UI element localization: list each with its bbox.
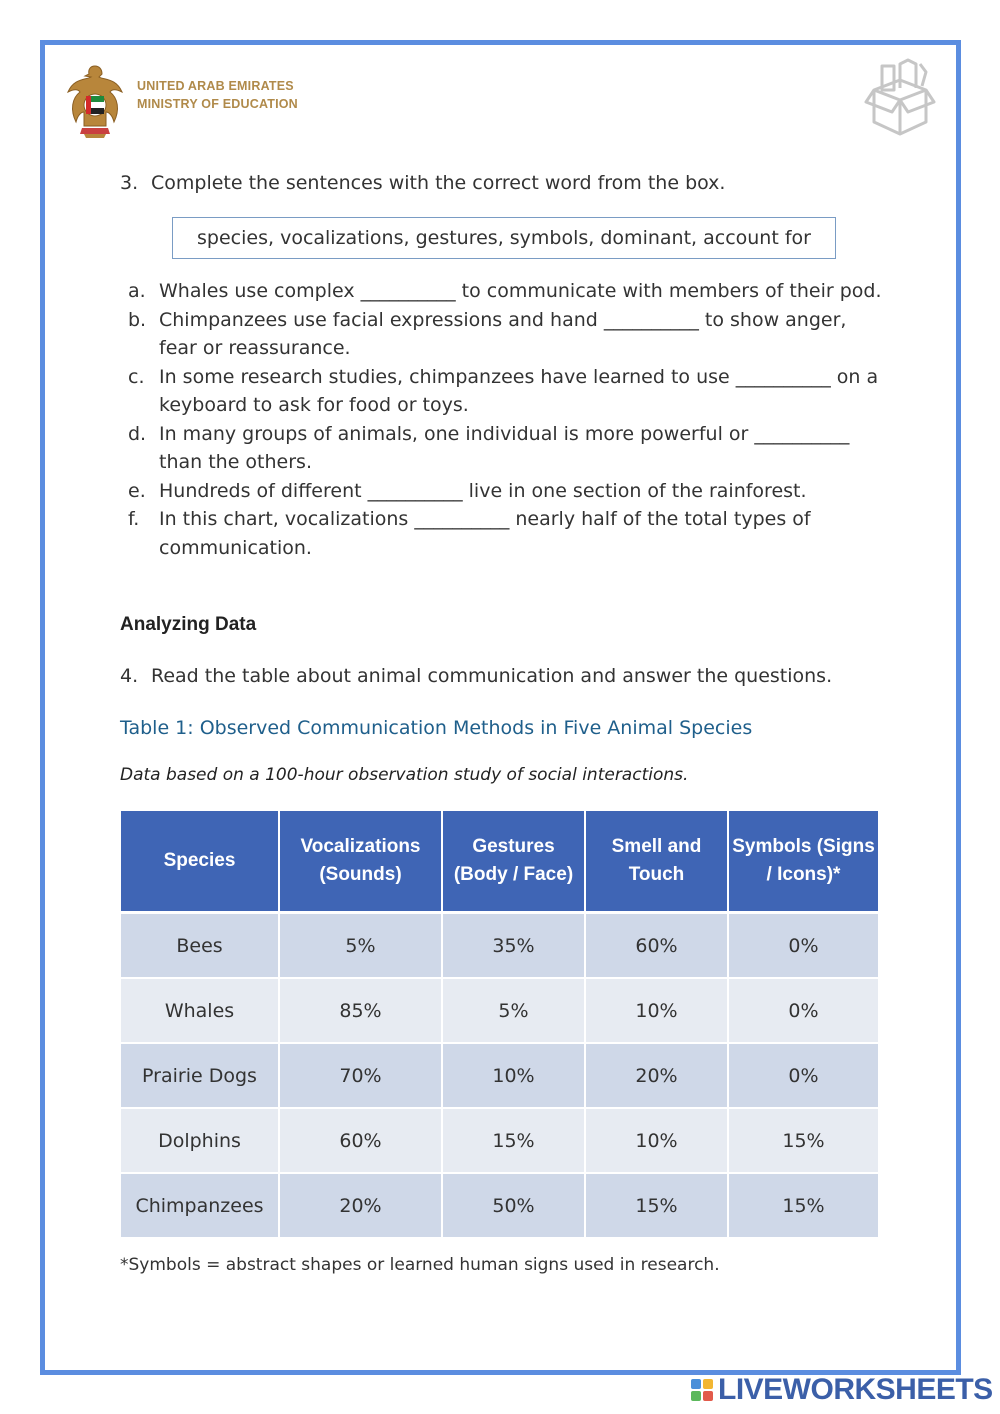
- sentence-text: Hundreds of different __________ live in one section of the rainforest.: [159, 479, 807, 502]
- worksheet-box-icon: [860, 58, 940, 138]
- sentence-f: [128, 505, 888, 562]
- sentence-text: Whales use complex __________ to communicate with members of their pod.: [159, 280, 882, 302]
- table-cell: 60%: [585, 913, 728, 979]
- ministry-name: [137, 77, 298, 113]
- table-caption: Table 1: Observed Communication Methods in Five Animal Species: [120, 717, 753, 739]
- table-cell: 15%: [442, 1108, 585, 1173]
- sentence-text: In some research studies, chimpanzees have learned to use __________ on a keyboard to ask for food or toys.: [159, 365, 879, 416]
- liveworksheets-watermark: [690, 1372, 993, 1408]
- table-cell: 20%: [585, 1043, 728, 1108]
- column-header: Species: [121, 811, 279, 913]
- table-row: [121, 1173, 878, 1238]
- table-cell: 35%: [442, 913, 585, 979]
- column-header: Symbols (Signs / Icons)*: [728, 811, 878, 913]
- sentence-a: [128, 277, 888, 306]
- table-cell: 0%: [728, 913, 878, 979]
- table-cell: 85%: [279, 978, 442, 1043]
- sentence-letter: c.: [128, 365, 145, 388]
- liveworksheets-wordmark: LIVEWORKSHEETS: [718, 1373, 993, 1406]
- sentence-letter: a.: [128, 280, 146, 302]
- table-row: [121, 913, 878, 979]
- question-number: 4.: [120, 665, 139, 687]
- table-cell: 10%: [585, 978, 728, 1043]
- table-note: Data based on a 100-hour observation study of social interactions.: [120, 765, 689, 785]
- table-footnote: *Symbols = abstract shapes or learned human signs used in research.: [120, 1255, 720, 1275]
- word-bank-box: species, vocalizations, gestures, symbols, dominant, account for: [172, 217, 836, 259]
- table-row: [121, 978, 878, 1043]
- sentence-letter: b.: [128, 308, 147, 331]
- table-cell: 20%: [279, 1173, 442, 1238]
- table-cell: Prairie Dogs: [121, 1043, 279, 1108]
- question-4-instruction: Read the table about animal communication and answer the questions.: [151, 665, 833, 687]
- ministry-logo: [64, 62, 314, 152]
- table-row: [121, 1043, 878, 1108]
- question-3-instruction: Complete the sentences with the correct word from the box.: [151, 172, 726, 194]
- table-cell: 5%: [279, 913, 442, 979]
- table-cell: 50%: [442, 1173, 585, 1238]
- table-header-row: [121, 811, 878, 913]
- sentence-c: [128, 363, 888, 420]
- sentence-d: [128, 420, 888, 477]
- sentence-e: [128, 477, 888, 506]
- sentence-b: [128, 306, 888, 363]
- sentence-text: In this chart, vocalizations __________ nearly half of the total types of communication.: [159, 508, 811, 559]
- table-cell: 15%: [585, 1173, 728, 1238]
- table-cell: Bees: [121, 913, 279, 979]
- question-4-prompt: [120, 665, 832, 687]
- column-header: Vocalizations (Sounds): [279, 811, 442, 913]
- column-header: Smell and Touch: [585, 811, 728, 913]
- sentence-list: [128, 277, 888, 562]
- table-cell: 15%: [728, 1108, 878, 1173]
- liveworksheets-logo-icon: [690, 1378, 714, 1402]
- table-cell: 0%: [728, 978, 878, 1043]
- sentence-text: Chimpanzees use facial expressions and hand __________ to show anger, fear or reassurance.: [159, 308, 847, 359]
- ministry-line-2: MINISTRY OF EDUCATION: [137, 97, 298, 111]
- table-cell: 0%: [728, 1043, 878, 1108]
- table-cell: 5%: [442, 978, 585, 1043]
- sentence-text: In many groups of animals, one individual is more powerful or __________ than the others.: [159, 422, 850, 473]
- sentence-letter: e.: [128, 479, 146, 502]
- table-cell: 10%: [585, 1108, 728, 1173]
- table-cell: 60%: [279, 1108, 442, 1173]
- section-heading: Analyzing Data: [120, 614, 257, 635]
- question-number: 3.: [120, 172, 139, 194]
- question-3-prompt: [120, 172, 725, 194]
- uae-falcon-emblem-icon: [64, 62, 126, 140]
- table-row: [121, 1108, 878, 1173]
- column-header: Gestures (Body / Face): [442, 811, 585, 913]
- sentence-letter: d.: [128, 422, 147, 445]
- communication-table: [121, 811, 878, 1239]
- ministry-line-1: UNITED ARAB EMIRATES: [137, 79, 294, 93]
- table-cell: Chimpanzees: [121, 1173, 279, 1238]
- table-cell: 15%: [728, 1173, 878, 1238]
- table-cell: 10%: [442, 1043, 585, 1108]
- table-cell: Whales: [121, 978, 279, 1043]
- table-cell: Dolphins: [121, 1108, 279, 1173]
- table-cell: 70%: [279, 1043, 442, 1108]
- sentence-letter: f.: [128, 508, 140, 530]
